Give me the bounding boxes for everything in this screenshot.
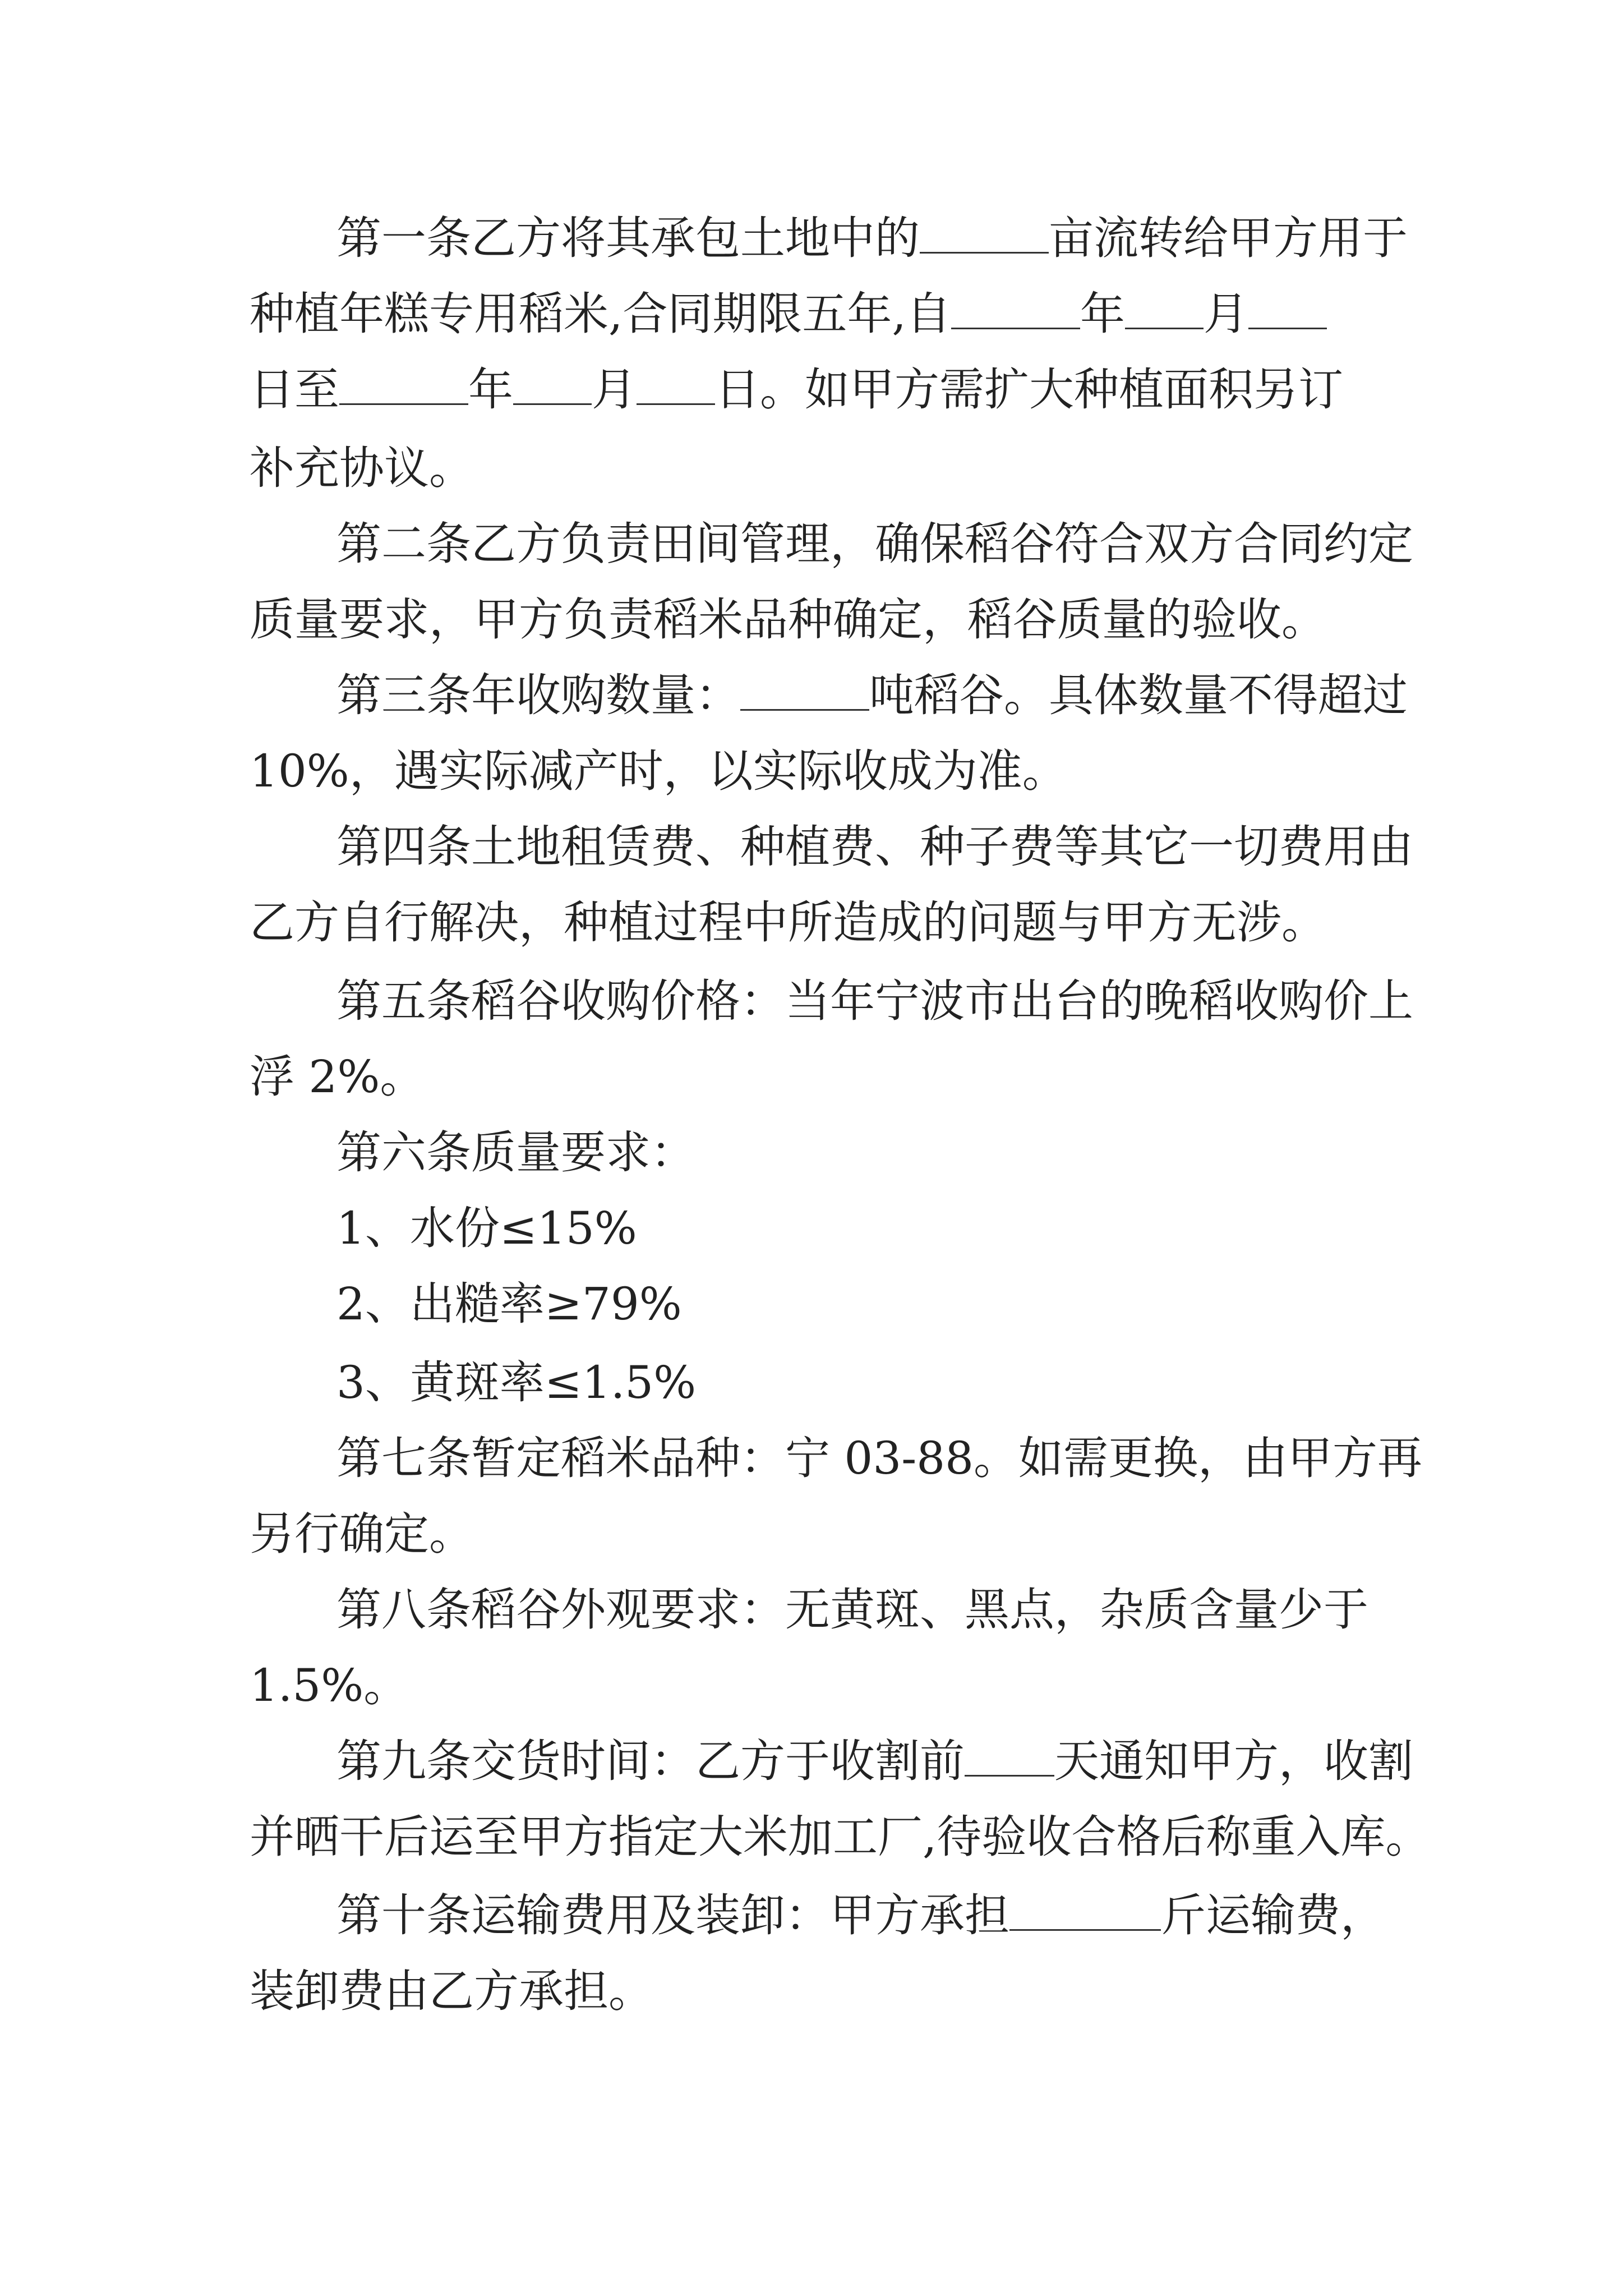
article-1-text: 第一条乙方将其承包土地中的 (336, 212, 920, 264)
article-3-line-1 (336, 668, 1408, 724)
article-1-line-1 (336, 210, 1408, 266)
article-9-line-2: 并晒干后运至甲方指定大米加工厂,待验收合格后称重入库。 (250, 1811, 1431, 1863)
article-5-line-2: 浮 2%。 (250, 1051, 425, 1103)
article-1-text: 日至 (250, 364, 339, 416)
year-label: 年 (1080, 288, 1125, 340)
end-year-blank (339, 365, 468, 405)
article-1-line-3 (250, 362, 1343, 418)
article-10-text: 第十条运输费用及装卸：甲方承担 (336, 1889, 1009, 1941)
article-9-text: 第九条交货时间：乙方于收割前 (336, 1735, 965, 1787)
article-8-line-1: 第八条稻谷外观要求：无黄斑、黑点，杂质含量少于 (336, 1584, 1368, 1636)
article-1-text: 种植年糕专用稻米,合同期限五年,自 (250, 288, 951, 340)
quality-item-3: 3、黄斑率≤1.5% (336, 1356, 697, 1409)
quality-item-1: 1、水份≤15% (336, 1202, 637, 1254)
article-3-line-2: 10%，遇实际减产时，以实际收成为准。 (250, 745, 1067, 797)
year-label: 年 (468, 364, 513, 416)
article-2-line-1: 第二条乙方负责田间管理，确保稻谷符合双方合同约定 (336, 518, 1413, 570)
end-month-blank (513, 365, 592, 405)
weight-blank (1009, 1891, 1161, 1931)
days-blank (965, 1737, 1054, 1777)
article-1-text-cont: 亩流转给甲方用于 (1049, 212, 1408, 264)
month-label: 月 (1203, 288, 1248, 340)
end-day-blank (637, 365, 715, 405)
article-7-line-1: 第七条暂定稻米品种：宁 03-88。如需更换，由甲方再 (336, 1432, 1423, 1484)
article-10-line-2: 装卸费由乙方承担。 (250, 1965, 653, 2017)
article-1-line-2 (250, 286, 1327, 342)
article-3-text: 第三条年收购数量： (336, 669, 740, 721)
article-4-line-1: 第四条土地租赁费、种植费、种子费等其它一切费用由 (336, 821, 1413, 873)
article-5-line-1: 第五条稻谷收购价格：当年宁波市出台的晚稻收购价上 (336, 975, 1413, 1027)
article-2-line-2: 质量要求，甲方负责稻米品种确定，稻谷质量的验收。 (250, 593, 1326, 646)
article-1-line-4: 补充协议。 (250, 442, 474, 494)
article-9-line-1 (336, 1733, 1413, 1789)
area-blank (920, 214, 1049, 254)
article-6-title: 第六条质量要求： (336, 1126, 695, 1179)
start-month-blank (1125, 289, 1204, 329)
article-9-text-cont: 天通知甲方，收割 (1054, 1735, 1413, 1787)
article-4-line-2: 乙方自行解决，种植过程中所造成的问题与甲方无涉。 (250, 896, 1326, 949)
article-7-line-2: 另行确定。 (250, 1508, 474, 1560)
article-10-line-1 (336, 1888, 1385, 1944)
month-label: 月 (592, 364, 637, 416)
article-8-line-2: 1.5%。 (250, 1659, 409, 1711)
start-day-blank (1248, 289, 1327, 329)
article-1-text-cont: 日。如甲方需扩大种植面积另订 (715, 364, 1343, 416)
quality-item-2: 2、出糙率≥79% (336, 1278, 682, 1330)
quantity-blank (740, 671, 869, 711)
article-3-text-cont: 吨稻谷。具体数量不得超过 (869, 669, 1408, 721)
start-year-blank (951, 289, 1080, 329)
article-10-text-cont: 斤运输费， (1161, 1889, 1385, 1941)
